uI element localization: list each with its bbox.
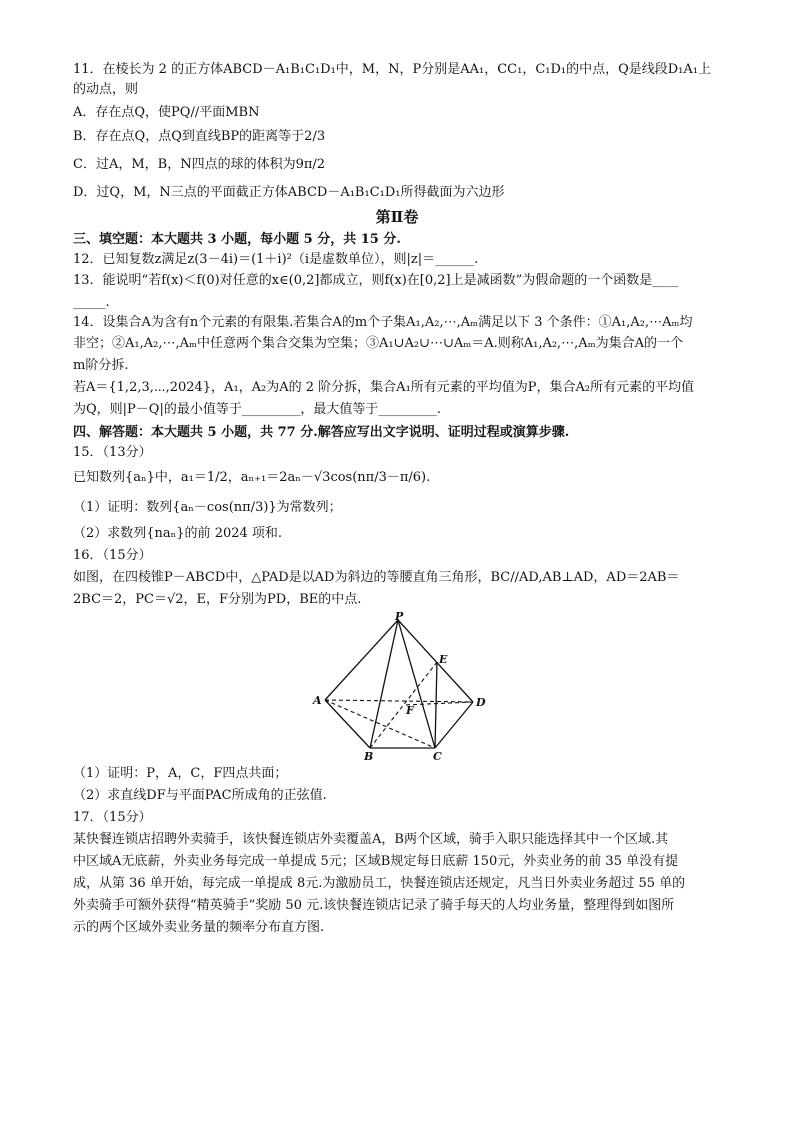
q11-option-d: D．过Q，M，N三点的平面截正方体ABCD－A₁B₁C₁D₁所得截面为六边形: [73, 185, 505, 200]
q11-option-c: C．过A，M，B，N四点的球的体积为9π/2: [73, 157, 326, 172]
q14-line5: 为Q，则|P－Q|的最小值等于_________，最大值等于_________.: [73, 402, 441, 417]
point-label-d: D: [476, 696, 486, 709]
point-label-e: E: [439, 653, 448, 666]
q15-head: 15．（13分）: [73, 445, 152, 460]
point-label-b: B: [364, 750, 374, 763]
point-label-f: F: [406, 704, 414, 717]
point-label-p: P: [395, 610, 404, 623]
q11-stem: 11．在棱长为 2 的正方体ABCD－A₁B₁C₁D₁中，M，N，P分别是AA₁，CC₁，C₁D₁的中点，Q是线段D₁A₁上: [73, 62, 711, 77]
q15-stem: 已知数列{aₙ}中，a₁＝1/2，aₙ₊₁＝2aₙ－√3cos(nπ/3－π/6).: [73, 470, 431, 485]
q17-stem-3: 成，从第 36 单开始，每完成一单提成 8元.为激励员工，快餐连锁店还规定，凡当日外卖业务超过 55 单的: [73, 876, 686, 891]
q14-line3: m阶分拆.: [73, 358, 129, 373]
edge-pa: [325, 620, 398, 700]
point-label-c: C: [433, 750, 442, 763]
segment-ac-hidden: [325, 700, 435, 748]
q11-option-a: A．存在点Q，使PQ//平面MBN: [73, 105, 260, 120]
q17-stem-4: 外卖骑手可额外获得“精英骑手”奖励 50 元.该快餐连锁店记录了骑手每天的人均业务量，整理得到如图所: [73, 898, 675, 913]
q16-stem-cont: 2BC＝2，PC＝√2，E，F分别为PD，BE的中点.: [73, 592, 362, 607]
point-label-a: A: [313, 694, 322, 707]
q13-cont: _____.: [73, 295, 110, 310]
q14-line4: 若A＝{1,2,3,⋯,2024}，A₁，A₂为A的 2 阶分拆，集合A₁所有元素的平均值为P，集合A₂所有元素的平均值: [73, 380, 695, 395]
q17-stem-5: 示的两个区域外卖业务量的频率分布直方图.: [73, 920, 325, 935]
q15-part1: （1）证明：数列{aₙ－cos(nπ/3)}为常数列；: [73, 500, 342, 515]
pyramid-figure: [300, 610, 500, 768]
q17-stem: 某快餐连锁店招聘外卖骑手，该快餐连锁店外卖覆盖A，B两个区域，骑手入职只能选择其中一个区域.其: [73, 832, 669, 847]
q16-part1: （1）证明：P，A，C，F四点共面；: [73, 766, 288, 781]
edge-ab: [325, 700, 370, 748]
q14-line2: 非空；②A₁,A₂,⋯,Aₘ中任意两个集合交集为空集；③A₁∪A₂∪⋯∪Aₘ＝A.则称A₁,A₂,⋯,Aₘ为集合A的一个: [73, 336, 684, 351]
q15-part2: （2）求数列{naₙ}的前 2024 项和.: [73, 526, 283, 541]
edge-pc: [398, 620, 435, 748]
q16-part2: （2）求直线DF与平面PAC所成角的正弦值.: [73, 788, 327, 803]
q11-stem-cont: 的动点，则: [73, 82, 139, 97]
q11-option-b: B．存在点Q，点Q到直线BP的距离等于2/3: [73, 129, 326, 144]
edge-cd: [435, 702, 473, 748]
q12: 12．已知复数z满足z(3－4i)＝(1＋i)²（i是虚数单位），则|z|＝______.: [73, 252, 479, 267]
segment-df-hidden: [404, 702, 473, 705]
q16-head: 16．（15分）: [73, 548, 152, 563]
q14: 14．设集合A为含有n个元素的有限集.若集合A的m个子集A₁,A₂,⋯,Aₘ满足以下 3 个条件：①A₁,A₂,⋯Aₘ均: [73, 315, 693, 330]
q17-stem-2: 中区域A无底薪，外卖业务每完成一单提成 5元；区域B规定每日底薪 150元，外卖业务的前 35 单没有提: [73, 854, 679, 869]
edge-ce: [435, 662, 437, 748]
q16-stem: 如图，在四棱锥P－ABCD中，△PAD是以AD为斜边的等腰直角三角形，BC//AD,AB⊥AD，AD＝2AB＝: [73, 570, 680, 585]
section3-heading: 三、填空题：本大题共 3 小题，每小题 5 分，共 15 分.: [73, 232, 401, 247]
q17-head: 17．（15分）: [73, 810, 152, 825]
q13: 13．能说明“若f(x)＜f(0)对任意的x∈(0,2]都成立，则f(x)在[0,2]上是减函数”为假命题的一个函数是____: [73, 273, 679, 288]
section4-heading: 四、解答题：本大题共 5 小题，共 77 分.解答应写出文字说明、证明过程或演算步骤.: [73, 425, 570, 440]
edge-ad-hidden: [325, 700, 473, 702]
edge-pb: [370, 620, 398, 748]
part2-title: 第Ⅱ卷: [375, 208, 419, 226]
